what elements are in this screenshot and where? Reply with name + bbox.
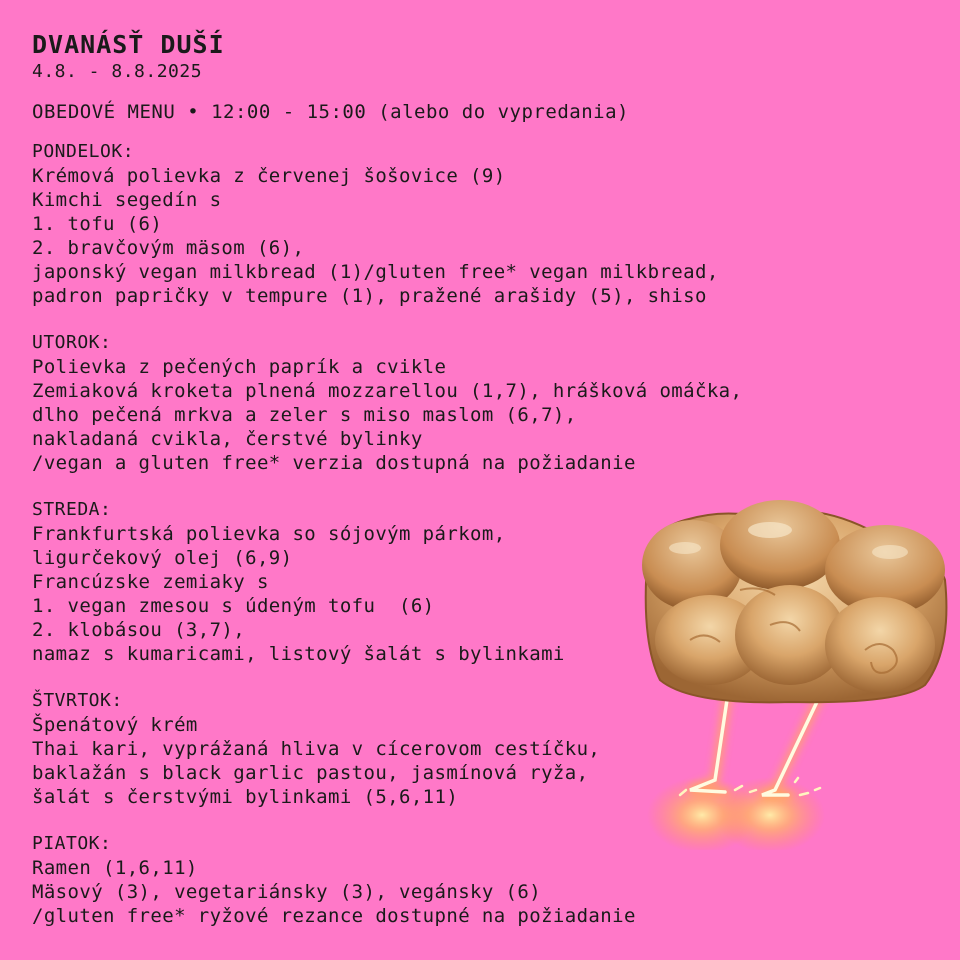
week-dates: 4.8. - 8.8.2025 [32,61,203,82]
menu-line: Polievka z pečených paprík a cvikle [32,356,447,378]
menu-line: 1. tofu (6) [32,213,163,235]
menu-line: Mäsový (3), vegetariánsky (3), vegánsky (6) [32,881,542,903]
menu-line: Frankfurtská polievka so sójovým párkom, [32,523,506,545]
menu-line: nakladaná cvikla, čerstvé bylinky [32,428,423,450]
restaurant-title: DVANÁSŤ DUŠÍ [32,30,225,59]
menu-line: Francúzske zemiaky s [32,571,269,593]
day-name: PONDELOK: [32,141,135,162]
menu-line: Ramen (1,6,11) [32,857,198,879]
menu-line: /vegan a gluten free* verzia dostupná na požiadanie [32,452,636,474]
day-name: UTOROK: [32,332,112,353]
menu-line: padron papričky v tempure (1), pražené arašidy (5), shiso [32,285,707,307]
menu-line: baklažán s black garlic pastou, jasmínová ryža, [32,762,589,784]
day-tuesday [32,331,932,475]
menu-line: namaz s kumaricami, listový šalát s bylinkami [32,643,565,665]
menu-line: Thai kari, vyprážaná hliva v cícerovom cestíčku, [32,738,601,760]
menu-line: 2. klobásou (3,7), [32,619,246,641]
menu-line: Krémová polievka z červenej šošovice (9) [32,165,506,187]
day-name: ŠTVRTOK: [32,690,123,711]
menu-line: Zemiaková kroketa plnená mozzarellou (1,7), hrášková omáčka, [32,380,743,402]
day-name: PIATOK: [32,833,112,854]
menu-line: 1. vegan zmesou s údeným tofu (6) [32,595,435,617]
menu-line: /gluten free* ryžové rezance dostupné na požiadanie [32,905,636,927]
menu-line: ligurčekový olej (6,9) [32,547,293,569]
day-name: STREDA: [32,499,112,520]
menu-line: Špenátový krém [32,714,198,736]
menu-line: dlho pečená mrkva a zeler s miso maslom (6,7), [32,404,577,426]
lunch-hours: OBEDOVÉ MENU • 12:00 - 15:00 (alebo do vypredania) [32,101,629,123]
menu-line: japonský vegan milkbread (1)/gluten free* vegan milkbread, [32,261,719,283]
day-monday [32,140,932,308]
menu-line: 2. bravčovým mäsom (6), [32,237,305,259]
bread-with-glowing-legs-icon [630,490,960,850]
menu-line: šalát s čerstvými bylinkami (5,6,11) [32,786,459,808]
menu-line: Kimchi segedín s [32,189,222,211]
